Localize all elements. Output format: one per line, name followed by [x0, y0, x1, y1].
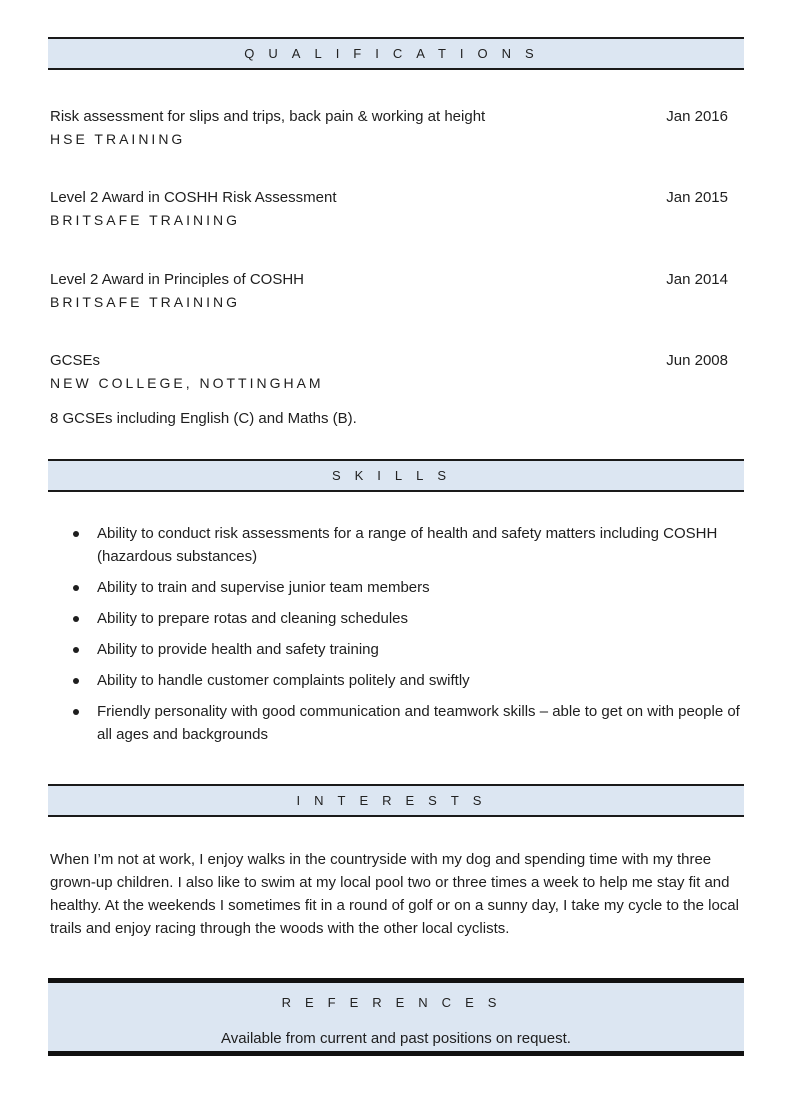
skill-text: Ability to train and supervise junior team members — [97, 579, 430, 596]
bullet-icon — [73, 585, 79, 591]
qualification-org: NEW COLLEGE, NOTTINGHAM — [50, 375, 324, 391]
references-box — [48, 978, 744, 1056]
list-item — [50, 638, 750, 661]
list-item — [50, 669, 750, 692]
qualification-org: BRITSAFE TRAINING — [50, 212, 240, 228]
list-item — [50, 607, 750, 630]
list-item — [50, 700, 750, 746]
interests-heading: INTERESTS — [48, 784, 744, 817]
references-text: Available from current and past positions on request. — [221, 1030, 571, 1047]
skills-heading: SKILLS — [48, 459, 744, 492]
list-item — [50, 522, 750, 568]
bullet-icon — [73, 709, 79, 715]
skill-text: Ability to prepare rotas and cleaning schedules — [97, 610, 409, 627]
bullet-icon — [73, 531, 79, 537]
bullet-icon — [73, 647, 79, 653]
qualification-description: 8 GCSEs including English (C) and Maths (B). — [50, 410, 357, 427]
bullet-icon — [73, 616, 79, 622]
qualification-item — [50, 107, 728, 149]
skill-text: Friendly personality with good communication and teamwork skills – able to get on with people of all ages and backgrounds — [97, 703, 740, 743]
qualification-date: Jan 2015 — [666, 189, 728, 206]
qualification-title: Risk assessment for slips and trips, back pain & working at height — [50, 108, 486, 125]
skill-text: Ability to conduct risk assessments for a range of health and safety matters including COSHH (hazardous substances) — [97, 525, 718, 565]
qualification-item — [50, 188, 728, 230]
skill-text: Ability to provide health and safety training — [97, 641, 379, 658]
qualification-title: Level 2 Award in COSHH Risk Assessment — [50, 189, 337, 206]
qualification-item — [50, 270, 728, 312]
list-item — [50, 576, 750, 599]
qualification-date: Jun 2008 — [666, 352, 728, 369]
interests-paragraph: When I’m not at work, I enjoy walks in the countryside with my dog and spending time with my three grown-up children. I also like to swim at my local pool two or three times a week to help me stay fit and healthy. At the weekends I sometimes fit in a round of golf or on a sunny day, I take my cycle to the local trails and enjoy racing through the woods with the other local cyclists. — [50, 851, 739, 937]
bullet-icon — [73, 678, 79, 684]
qualification-title: Level 2 Award in Principles of COSHH — [50, 271, 305, 288]
qualification-title: GCSEs — [50, 352, 101, 369]
qualification-org: BRITSAFE TRAINING — [50, 294, 240, 310]
qualification-date: Jan 2014 — [666, 271, 728, 288]
qualification-org: HSE TRAINING — [50, 131, 186, 147]
qualification-item — [50, 351, 728, 429]
skills-list — [50, 522, 750, 754]
qualification-date: Jan 2016 — [666, 108, 728, 125]
references-heading: REFERENCES — [281, 995, 511, 1010]
qualifications-heading: QUALIFICATIONS — [48, 37, 744, 70]
skill-text: Ability to handle customer complaints politely and swiftly — [97, 672, 470, 689]
